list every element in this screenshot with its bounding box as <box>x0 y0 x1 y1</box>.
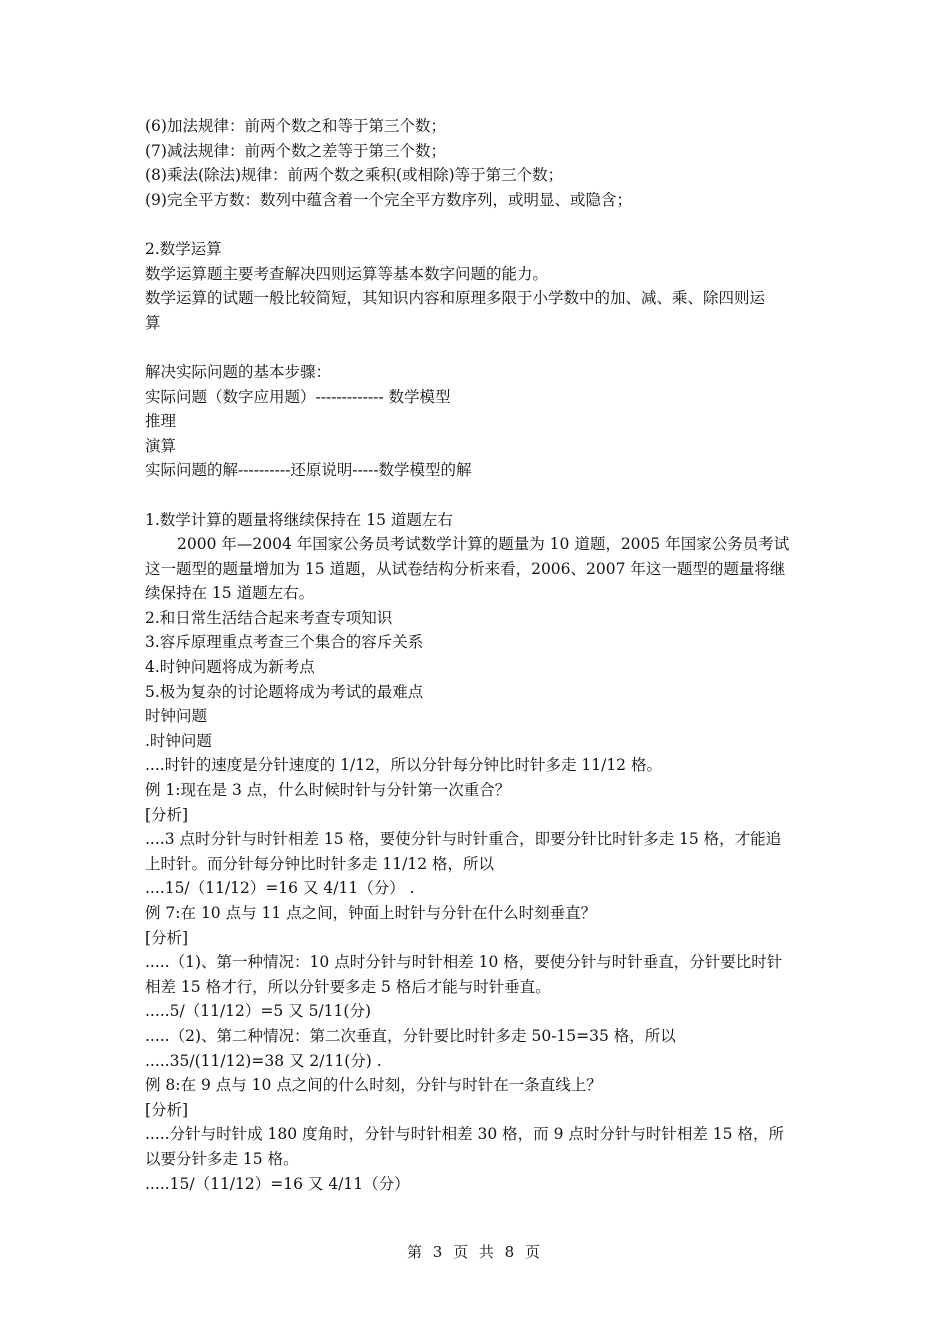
text-line: 4.时钟问题将成为新考点 <box>145 658 315 677</box>
text-line: .....5/（11/12）=5 又 5/11(分) <box>145 1002 371 1021</box>
analysis-label: [分析] <box>145 1100 189 1119</box>
text-line: (8)乘法(除法)规律：前两个数之乘积(或相除)等于第三个数； <box>145 166 564 185</box>
paragraph-first-line: 2000 年—2004 年国家公务员考试数学计算的题量为 10 道题，2005 年国家公务员考试 <box>177 535 790 554</box>
text-line: (7)减法规律：前两个数之差等于第三个数； <box>145 141 446 160</box>
text-line: 续保持在 15 道题左右。 <box>145 584 315 603</box>
text-line: 数学运算的试题一般比较简短，其知识内容和原理多限于小学数中的加、减、乘、除四则运 <box>145 289 766 308</box>
text-line: 演算 <box>145 436 177 455</box>
page-body <box>145 114 810 1196</box>
text-line: 这一题型的题量增加为 15 道题，从试卷结构分析来看，2006、2007 年这一题型的题量将继 <box>145 559 786 578</box>
text-line: ....3 点时分针与时针相差 15 格，要使分针与时针重合，即要分针比时针多走 15 格，才能追 <box>145 830 782 849</box>
text-line: .....（2)、第二种情况：第二次垂直，分针要比时针多走 50-15=35 格，所以 <box>145 1026 676 1045</box>
blank-line <box>145 212 810 237</box>
text-line: .....分针与时针成 180 度角时，分针与时针相差 30 格，而 9 点时分针与时针相差 15 格，所 <box>145 1125 784 1144</box>
text-line: 2.和日常生活结合起来考查专项知识 <box>145 608 393 627</box>
analysis-label: [分析] <box>145 928 189 947</box>
example-title: 例 1:现在是 3 点，什么时候时针与分针第一次重合？ <box>145 781 511 800</box>
text-line: 以要分针多走 15 格。 <box>145 1149 299 1168</box>
text-line: .....（1)、第一种情况：10 点时分针与时针相差 10 格，要使分针与时针垂直，分针要比时针 <box>145 953 783 972</box>
text-line: 实际问题（数字应用题）------------- 数学模型 <box>145 387 451 406</box>
text-line: (6)加法规律：前两个数之和等于第三个数； <box>145 117 446 135</box>
text-line: .时钟问题 <box>145 731 212 750</box>
text-line: 1.数学计算的题量将继续保持在 15 道题左右 <box>145 510 453 529</box>
text-line: (9)完全平方数：数列中蕴含着一个完全平方数序列，或明显、或隐含； <box>145 190 632 209</box>
text-line: 相差 15 格才行，所以分针要多走 5 格后才能与时针垂直。 <box>145 977 551 996</box>
text-line: .....15/（11/12）=16 又 4/11（分） <box>145 1174 410 1193</box>
text-line: 上时针。而分针每分钟比时针多走 11/12 格，所以 <box>145 854 495 873</box>
text-line: 实际问题的解----------还原说明-----数学模型的解 <box>145 461 472 480</box>
text-line: 数学运算题主要考查解决四则运算等基本数字问题的能力。 <box>145 264 549 283</box>
page-footer: 第 3 页 共 8 页 <box>407 1243 543 1261</box>
text-line: 3.容斥原理重点考查三个集合的容斥关系 <box>145 633 424 652</box>
section-heading: 2.数学运算 <box>145 239 222 258</box>
text-line: 推理 <box>145 412 177 431</box>
text-line: 算 <box>145 313 161 332</box>
section-heading: 时钟问题 <box>145 707 208 726</box>
analysis-label: [分析] <box>145 805 189 824</box>
text-line: ....时针的速度是分针速度的 1/12，所以分针每分钟比时针多走 11/12 格。 <box>145 756 662 775</box>
text-line: 解决实际问题的基本步骤： <box>145 362 332 381</box>
text-line: .....35/(11/12)=38 又 2/11(分) . <box>145 1051 382 1070</box>
text-line: 5.极为复杂的讨论题将成为考试的最难点 <box>145 682 424 701</box>
example-title: 例 8:在 9 点与 10 点之间的什么时刻，分针与时针在一条直线上？ <box>145 1076 602 1095</box>
text-line: ....15/（11/12）=16 又 4/11（分） . <box>145 879 415 898</box>
blank-line <box>145 483 810 508</box>
example-title: 例 7:在 10 点与 11 点之间，钟面上时针与分针在什么时刻垂直？ <box>145 904 597 922</box>
blank-line <box>145 335 810 360</box>
